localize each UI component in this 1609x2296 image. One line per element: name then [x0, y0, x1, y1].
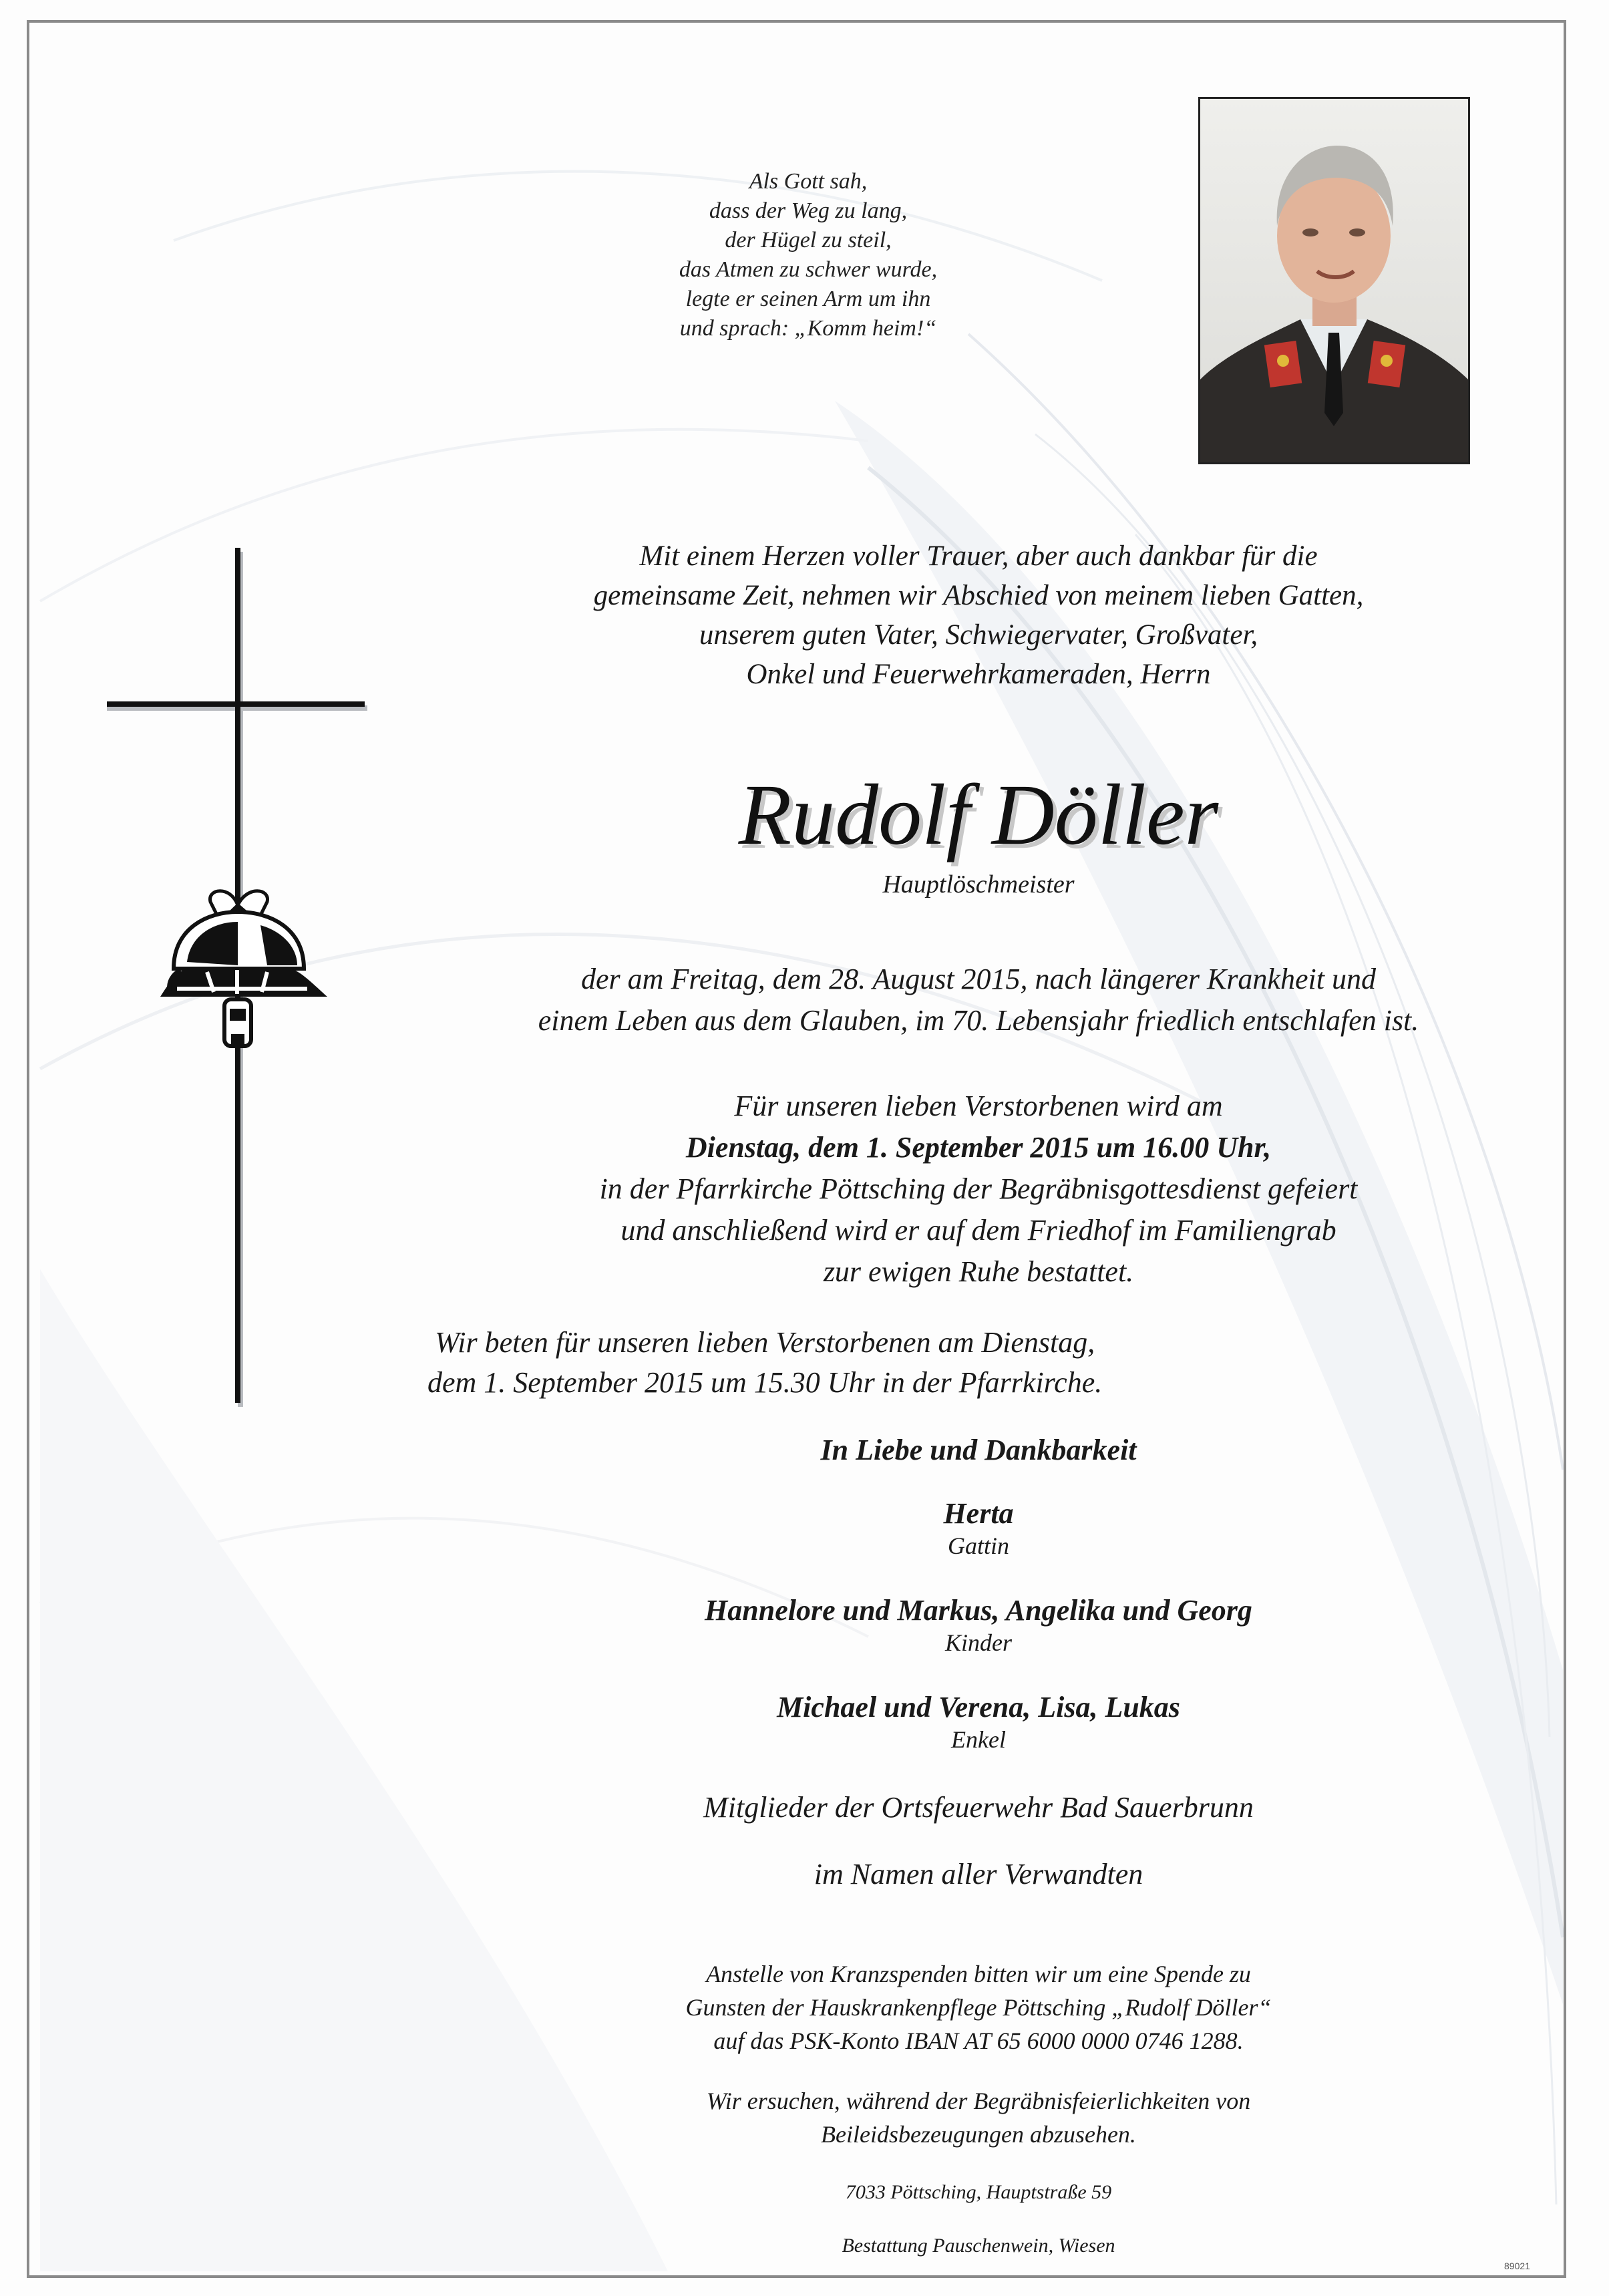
intro-text — [427, 536, 1530, 694]
grandchildren — [427, 1690, 1530, 1754]
poem-line: legte er seinen Arm um ihn — [685, 287, 931, 311]
poem — [581, 167, 1035, 343]
death-notice — [401, 959, 1556, 1041]
fire-helmet-icon — [160, 891, 327, 1047]
address: 7033 Pöttsching, Hauptstraße 59 — [845, 2181, 1112, 2203]
prayer-line: Wir beten für unseren lieben Verstorbenen am Dienstag, — [435, 1326, 1095, 1359]
service-line: in der Pfarrkirche Pöttsching der Begräbnisgottesdienst gefeiert — [599, 1172, 1358, 1205]
intro-line: unserem guten Vater, Schwiegervater, Großvater, — [699, 619, 1258, 651]
service-line: Für unseren lieben Verstorbenen wird am — [734, 1090, 1223, 1122]
portrait-photo — [1198, 97, 1470, 464]
donation-line: Anstelle von Kranzspenden bitten wir um eine Spende zu — [706, 1961, 1251, 1987]
prayer-notice — [427, 1323, 1102, 1403]
fire-brigade-members: Mitglieder der Ortsfeuerwehr Bad Sauerbrunn — [703, 1791, 1254, 1824]
poem-line: das Atmen zu schwer wurde, — [679, 257, 938, 282]
condolence-line: Wir ersuchen, während der Begräbnisfeierlichkeiten von — [706, 2088, 1251, 2114]
donation-request — [427, 1957, 1530, 2058]
condolence-line: Beileidsbezeugungen abzusehen. — [821, 2121, 1136, 2148]
intro-line: gemeinsame Zeit, nehmen wir Abschied von meinem lieben Gatten, — [593, 580, 1364, 611]
print-code: 89021 — [1504, 2261, 1530, 2271]
death-line: einem Leben aus dem Glauben, im 70. Lebensjahr friedlich entschlafen ist. — [538, 1004, 1419, 1037]
spouse — [427, 1496, 1530, 1561]
grandchildren-names: Michael und Verena, Lisa, Lukas — [777, 1691, 1180, 1724]
children-relation: Kinder — [944, 1629, 1012, 1656]
undertaker: Bestattung Pauschenwein, Wiesen — [842, 2235, 1115, 2257]
cross-icon — [107, 548, 374, 1416]
funeral-service — [427, 1086, 1530, 1293]
donation-line: Gunsten der Hauskrankenpflege Pöttsching „Rudolf Döller“ — [685, 1994, 1272, 2021]
children-names: Hannelore und Markus, Angelika und Georg — [705, 1594, 1252, 1627]
intro-line: Onkel und Feuerwehrkameraden, Herrn — [746, 659, 1211, 690]
service-line: und anschließend wird er auf dem Friedhof im Familiengrab — [620, 1214, 1336, 1247]
deceased-name: Rudolf Döller — [738, 767, 1219, 863]
death-line: der am Freitag, dem 28. August 2015, nach längerer Krankheit und — [581, 963, 1376, 995]
service-date: Dienstag, dem 1. September 2015 um 16.00 Uhr, — [685, 1131, 1272, 1164]
mourners-heading — [427, 1433, 1530, 1468]
service-line: zur ewigen Ruhe bestattet. — [823, 1255, 1134, 1288]
spouse-name: Herta — [943, 1497, 1014, 1530]
poem-line: Als Gott sah, — [749, 169, 868, 194]
intro-line: Mit einem Herzen voller Trauer, aber auch dankbar für die — [639, 540, 1318, 572]
condolence-request — [427, 2084, 1530, 2151]
deceased-rank: Hauptlöschmeister — [882, 870, 1075, 898]
relatives: im Namen aller Verwandten — [814, 1858, 1143, 1891]
poem-line: dass der Weg zu lang, — [709, 198, 908, 223]
poem-line: der Hügel zu steil, — [725, 228, 892, 253]
mourners-heading-text: In Liebe und Dankbarkeit — [820, 1434, 1137, 1466]
spouse-relation: Gattin — [947, 1532, 1009, 1559]
poem-line: und sprach: „Komm heim!“ — [679, 316, 937, 341]
prayer-line: dem 1. September 2015 um 15.30 Uhr in der Pfarrkirche. — [427, 1366, 1103, 1399]
children — [427, 1593, 1530, 1657]
donation-line: auf das PSK-Konto IBAN AT 65 6000 0000 0746 1288. — [713, 2027, 1244, 2054]
grandchildren-relation: Enkel — [951, 1726, 1006, 1753]
